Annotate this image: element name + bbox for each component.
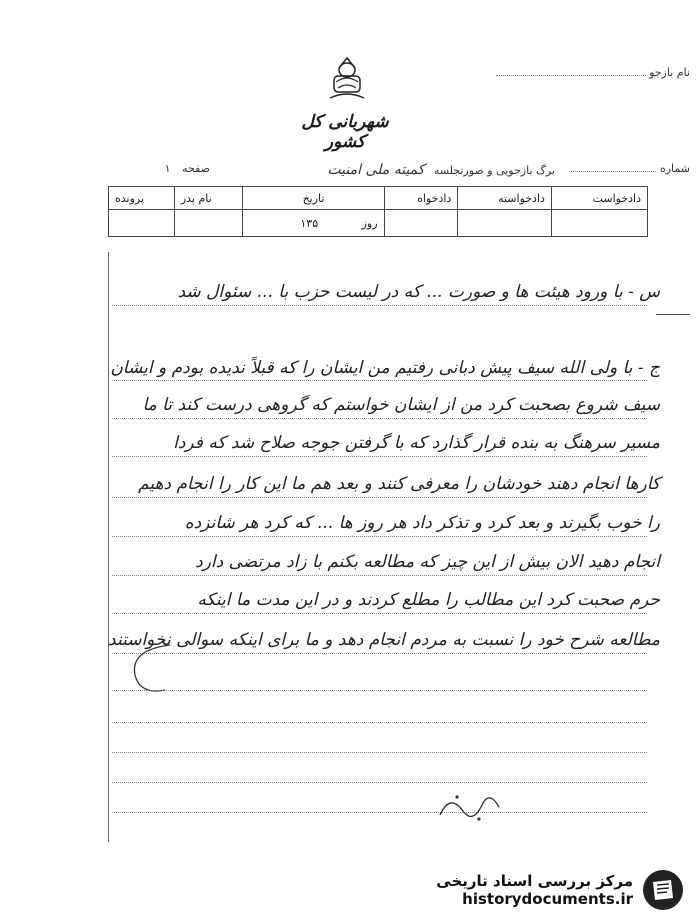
- watermark: [410, 865, 685, 915]
- header-table-row: [109, 210, 648, 237]
- interrogator-name-label: نام بازجو: [649, 66, 690, 79]
- ruled-line: [112, 690, 647, 691]
- form-title-field: [210, 162, 555, 178]
- answer-line: سیف شروع بصحبت کرد من از ایشان خواستم که گروهی درست کند تا ما: [142, 395, 660, 415]
- ruled-line: [112, 752, 647, 753]
- question-line: س - با ورود هیئت ها و صورت ... که در لیست حزب با ... سئوال شد: [177, 282, 660, 302]
- col-6: پرونده: [109, 187, 175, 210]
- answer-line: مطالعه شرح خود را نسبت به مردم انجام دهد و ما برای اینکه سوالی نخواستند: [108, 630, 660, 650]
- emblem-icon: [324, 54, 370, 104]
- col-5: نام پدر: [174, 187, 243, 210]
- answer-line: مسیر سرهنگ به بنده قرار گذارد که با گرفتن جوجه صلاح شد که فردا: [173, 433, 660, 453]
- date-value: ۱۳۵: [300, 216, 319, 230]
- interrogator-name-line: [496, 75, 646, 76]
- ruled-line: [112, 305, 647, 306]
- ruled-line: [112, 653, 647, 654]
- ruled-line: [112, 812, 647, 813]
- answer-line: انجام دهید الان بیش از این چیز که مطالعه بکنم با زاد مرتضی دارد: [195, 552, 660, 572]
- page-label: صفحه: [182, 162, 210, 175]
- ruled-line: [112, 418, 647, 419]
- number-line: [571, 171, 656, 172]
- date-label: روز: [361, 216, 378, 230]
- form-title: برگ بازجویی و صورتجلسه: [433, 164, 555, 177]
- margin-mark: [656, 314, 690, 315]
- ruled-line: [112, 575, 647, 576]
- col-2: دادخواسته: [458, 187, 552, 210]
- institution-title: شهربانی کل کشور: [301, 112, 389, 152]
- margin-line: [108, 252, 109, 842]
- header-table-row: [109, 187, 648, 210]
- form-number-field: [555, 162, 690, 175]
- answer-line: را خوب بگیرند و بعد کرد و تذکر داد هر روز ها ... که کرد هر شانزده: [184, 513, 660, 533]
- ruled-line: [112, 456, 647, 457]
- answer-line: کارها انجام دهند خودشان را معرفی کنند و بعد هم ما این کار را انجام دهیم: [138, 474, 660, 494]
- page-field: [130, 162, 210, 175]
- header-table: [108, 186, 648, 237]
- ruled-line: [112, 613, 647, 614]
- col-3: دادخواه: [384, 187, 458, 210]
- date-cell: [243, 210, 384, 237]
- ruled-line: [112, 722, 647, 723]
- interrogator-name-field: [480, 66, 690, 79]
- number-label: شماره: [659, 162, 690, 175]
- col-1: دادخواست: [551, 187, 647, 210]
- ruled-line: [112, 782, 647, 783]
- pen-stroke: [110, 640, 180, 700]
- page-value: ۱: [164, 162, 171, 175]
- signature: [435, 785, 505, 830]
- answer-line: حرم صحبت کرد این مطالب را مطلع کردند و در این مدت ما اینکه: [197, 590, 660, 610]
- ruled-line: [112, 497, 647, 498]
- ruled-line: [112, 536, 647, 537]
- form-subject: کمیته ملی امنیت: [327, 162, 425, 178]
- watermark-url: historydocuments.ir: [462, 890, 633, 908]
- watermark-title: مرکز بررسی اسناد تاریخی: [436, 872, 633, 890]
- archive-logo-icon: [641, 868, 685, 912]
- ruled-line: [112, 380, 647, 381]
- answer-line: ج - با ولی الله سیف پیش دبانی رفتیم من ایشان را که قبلاً ندیده بودم و ایشان: [110, 358, 660, 378]
- col-4: تاریخ: [243, 187, 384, 210]
